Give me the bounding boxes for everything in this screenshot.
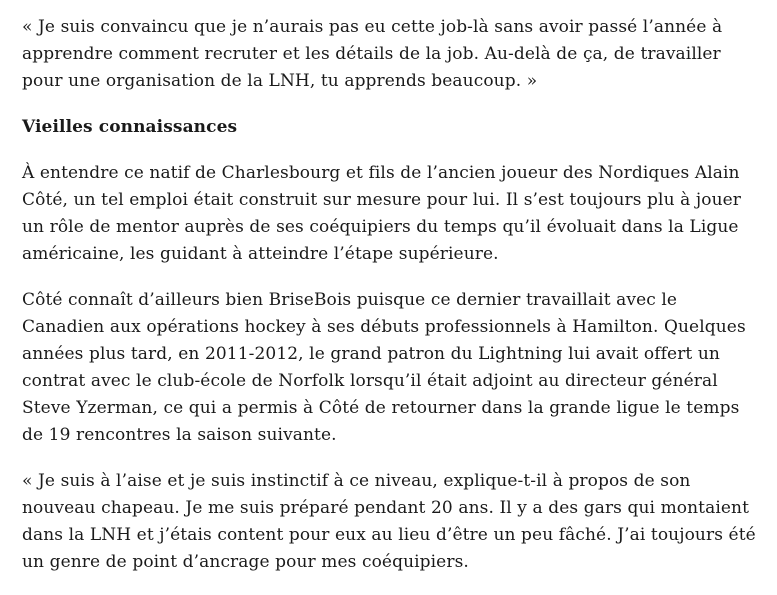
quote-paragraph: « Je suis convaincu que je n’aurais pas eu cette job-là sans avoir passé l’année à apprendre comment recruter et les détails de la job. Au-delà de ça, de travailler pour une organisation de la LNH, tu apprends beaucoup. » [22,17,723,91]
article-body [22,14,762,595]
section-subheading: Vieilles connaissances [22,117,238,137]
body-paragraph: Côté connaît d’ailleurs bien BriseBois puisque ce dernier travaillait avec le Canadien aux opérations hockey à ses débuts professionnels à Hamilton. Quelques années plus tard, en 2011-2012, le grand patron du Lightning lui avait offert un contrat avec le club-école de Norfolk lorsqu’il était adjoint au directeur général Steve Yzerman, ce qui a permis à Côté de retourner dans la grande ligue le temps de 19 rencontres la saison suivante. [22,290,746,445]
body-paragraph: À entendre ce natif de Charlesbourg et fils de l’ancien joueur des Nordiques Alain Côté, un tel emploi était construit sur mesure pour lui. Il s’est toujours plu à jouer un rôle de mentor auprès de ses coéquipiers du temps qu’il évoluait dans la Ligue américaine, les guidant à atteindre l’étape supérieure. [22,163,742,264]
quote-paragraph: « Je suis à l’aise et je suis instinctif à ce niveau, explique-t-il à propos de son nouveau chapeau. Je me suis préparé pendant 20 ans. Il y a des gars qui montaient dans la LNH et j’étais content pour eux au lieu d’être un peu fâché. J’ai toujours été un genre de point d’ancrage pour mes coéquipiers. [22,471,756,572]
